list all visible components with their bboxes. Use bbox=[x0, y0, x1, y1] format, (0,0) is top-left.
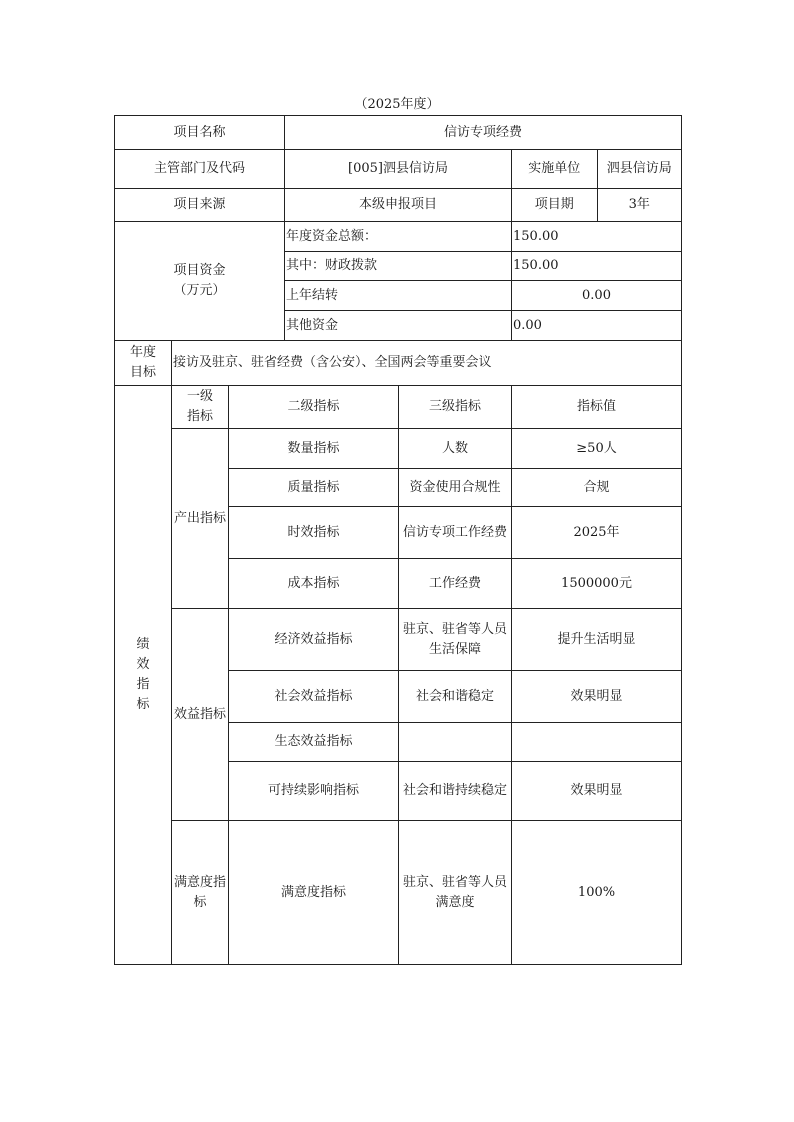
output-value-cell: 合规 bbox=[512, 469, 682, 507]
project-source-value: 本级申报项目 bbox=[285, 189, 512, 222]
project-period-subtable bbox=[512, 189, 681, 221]
benefit-indicator-label: 效益指标 bbox=[172, 609, 229, 821]
funds-fiscal-value: 150.00 bbox=[512, 252, 682, 281]
performance-target-table bbox=[114, 115, 682, 965]
funds-carryover-value: 0.00 bbox=[512, 281, 682, 311]
output-level2-cell: 成本指标 bbox=[229, 559, 399, 609]
benefit-level2-cell: 经济效益指标 bbox=[229, 609, 399, 671]
satisfaction-indicator-label bbox=[172, 821, 229, 965]
output-level3-cell: 资金使用合规性 bbox=[399, 469, 512, 507]
output-level2-cell: 质量指标 bbox=[229, 469, 399, 507]
benefit-level2-cell: 可持续影响指标 bbox=[229, 762, 399, 821]
project-funds-label bbox=[115, 222, 285, 341]
project-period-value: 3年 bbox=[628, 197, 650, 212]
satisfaction-level3-line1: 驻京、驻省等人员 bbox=[402, 874, 507, 890]
performance-indicator-section-label bbox=[115, 386, 172, 965]
benefit-value-cell: 效果明显 bbox=[512, 671, 682, 723]
output-value-cell: ≥50人 bbox=[512, 429, 682, 469]
section-label-char: 标 bbox=[136, 697, 150, 712]
output-value-cell: 2025年 bbox=[512, 507, 682, 559]
level1-header bbox=[172, 386, 229, 429]
implementing-unit-value: 泗县信访局 bbox=[606, 161, 672, 176]
department-value: [005]泗县信访局 bbox=[285, 150, 512, 189]
funds-total-value: 150.00 bbox=[512, 222, 682, 252]
benefit-level3-cell: 社会和谐持续稳定 bbox=[399, 762, 512, 821]
project-period-label: 项目期 bbox=[512, 189, 597, 221]
output-level3-cell: 工作经费 bbox=[399, 559, 512, 609]
funds-other-label: 其他资金 bbox=[285, 311, 512, 341]
satisfaction-label-line1: 满意度指 bbox=[173, 874, 226, 890]
funds-total-label: 年度资金总额： bbox=[285, 222, 512, 252]
project-funds-label-line1: 项目资金 bbox=[173, 263, 226, 278]
department-label: 主管部门及代码 bbox=[115, 150, 285, 189]
benefit-value-cell: 提升生活明显 bbox=[512, 609, 682, 671]
satisfaction-level2-cell: 满意度指标 bbox=[229, 821, 399, 965]
project-source-label: 项目来源 bbox=[115, 189, 285, 222]
satisfaction-label-line2: 标 bbox=[193, 894, 207, 910]
annual-goal-label-line1: 年度 bbox=[129, 345, 156, 360]
satisfaction-level3-line2: 满意度 bbox=[435, 894, 475, 910]
annual-goal-label bbox=[115, 341, 172, 386]
benefit-value-cell bbox=[512, 723, 682, 762]
funds-other-value: 0.00 bbox=[512, 311, 682, 341]
output-level2-cell: 时效指标 bbox=[229, 507, 399, 559]
level1-header-line2: 指标 bbox=[186, 409, 213, 424]
benefit-level3-cell bbox=[399, 609, 512, 671]
indicator-value-header: 指标值 bbox=[512, 386, 682, 429]
output-level2-cell: 数量指标 bbox=[229, 429, 399, 469]
satisfaction-value-cell: 100% bbox=[512, 821, 682, 965]
benefit-level2-cell: 社会效益指标 bbox=[229, 671, 399, 723]
implementing-unit-subtable bbox=[512, 150, 681, 188]
funds-fiscal-label: 其中：财政拨款 bbox=[285, 252, 512, 281]
project-name-label: 项目名称 bbox=[115, 116, 285, 150]
project-funds-label-line2: （万元） bbox=[173, 283, 226, 298]
implementing-unit-label: 实施单位 bbox=[512, 150, 597, 188]
section-label-char: 效 bbox=[136, 657, 150, 672]
report-year-subtitle: （2025年度） bbox=[354, 97, 440, 112]
benefit-level3-line2: 生活保障 bbox=[428, 641, 481, 657]
satisfaction-level3-cell bbox=[399, 821, 512, 965]
output-level3-cell: 人数 bbox=[399, 429, 512, 469]
project-name-value: 信访专项经费 bbox=[285, 116, 682, 150]
benefit-level3-cell: 社会和谐稳定 bbox=[399, 671, 512, 723]
output-level3-cell: 信访专项工作经费 bbox=[399, 507, 512, 559]
benefit-level3-line1: 驻京、驻省等人员 bbox=[402, 621, 507, 637]
output-indicator-label: 产出指标 bbox=[172, 429, 229, 609]
section-label-char: 绩 bbox=[136, 637, 150, 652]
level2-header: 二级指标 bbox=[229, 386, 399, 429]
level3-header: 三级指标 bbox=[399, 386, 512, 429]
benefit-value-cell: 效果明显 bbox=[512, 762, 682, 821]
output-value-cell: 1500000元 bbox=[512, 559, 682, 609]
annual-goal-label-line2: 目标 bbox=[129, 365, 156, 380]
benefit-level2-cell: 生态效益指标 bbox=[229, 723, 399, 762]
section-label-char: 指 bbox=[136, 677, 150, 692]
benefit-level3-cell bbox=[399, 723, 512, 762]
funds-carryover-label: 上年结转 bbox=[285, 281, 512, 311]
level1-header-line1: 一级 bbox=[186, 389, 213, 404]
annual-goal-text: 接访及驻京、驻省经费（含公安）、全国两会等重要会议 bbox=[172, 341, 682, 386]
